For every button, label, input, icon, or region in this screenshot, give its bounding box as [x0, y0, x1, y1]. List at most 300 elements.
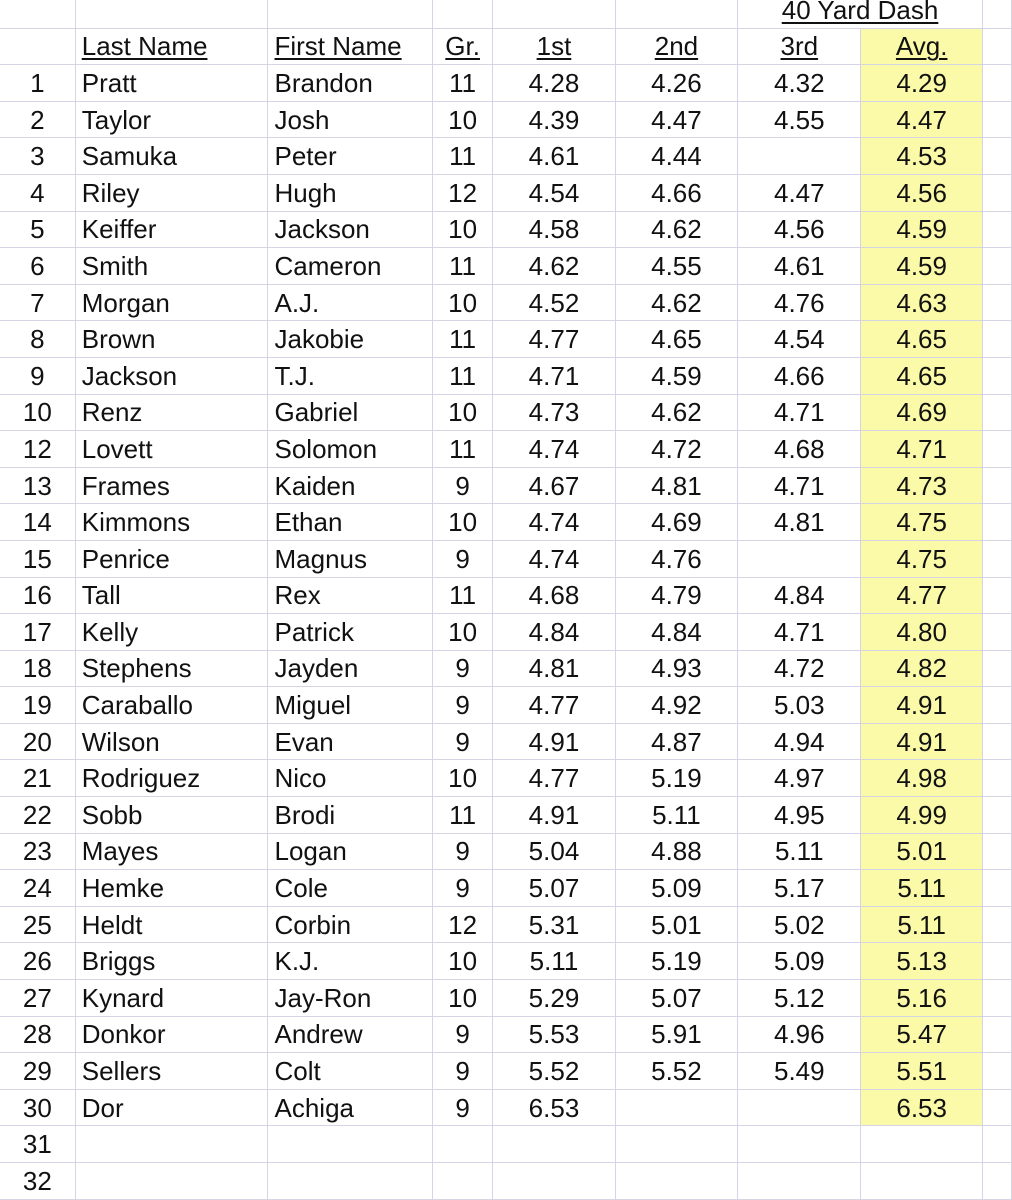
- cell[interactable]: [982, 101, 1011, 138]
- third-run-cell[interactable]: 4.71: [738, 467, 861, 504]
- cell[interactable]: [982, 467, 1011, 504]
- second-run-cell[interactable]: 5.07: [615, 980, 737, 1017]
- third-run-cell[interactable]: 4.95: [738, 797, 861, 834]
- first-name-cell[interactable]: T.J.: [268, 357, 433, 394]
- row-number[interactable]: 7: [0, 284, 75, 321]
- cell[interactable]: [982, 28, 1011, 65]
- last-name-cell[interactable]: Pratt: [75, 65, 268, 102]
- grade-cell[interactable]: 10: [433, 504, 493, 541]
- cell[interactable]: [982, 321, 1011, 358]
- average-cell[interactable]: 4.73: [861, 467, 982, 504]
- cell[interactable]: [0, 28, 75, 65]
- first-run-cell[interactable]: 4.74: [493, 504, 615, 541]
- first-name-cell[interactable]: Gabriel: [268, 394, 433, 431]
- cell[interactable]: [982, 174, 1011, 211]
- average-cell[interactable]: 4.75: [861, 540, 982, 577]
- last-name-cell[interactable]: Dor: [75, 1089, 268, 1126]
- average-cell[interactable]: 4.59: [861, 248, 982, 285]
- average-cell[interactable]: 5.51: [861, 1053, 982, 1090]
- table-row: [0, 431, 1012, 468]
- first-name-cell[interactable]: Magnus: [268, 540, 433, 577]
- second-run-cell[interactable]: 5.91: [615, 1016, 737, 1053]
- grade-cell[interactable]: 11: [433, 797, 493, 834]
- row-number[interactable]: 27: [0, 980, 75, 1017]
- second-run-cell[interactable]: 4.87: [615, 723, 737, 760]
- first-run-cell[interactable]: 4.74: [493, 431, 615, 468]
- second-run-cell[interactable]: 4.66: [615, 174, 737, 211]
- grade-cell[interactable]: 10: [433, 101, 493, 138]
- grade-cell[interactable]: 11: [433, 138, 493, 175]
- third-run-cell[interactable]: 4.47: [738, 174, 861, 211]
- third-run-cell[interactable]: [738, 1089, 861, 1126]
- first-run-cell[interactable]: 4.54: [493, 174, 615, 211]
- row-number[interactable]: 16: [0, 577, 75, 614]
- grade-cell[interactable]: 9: [433, 1089, 493, 1126]
- average-cell[interactable]: 4.56: [861, 174, 982, 211]
- last-name-cell[interactable]: Wilson: [75, 723, 268, 760]
- average-cell[interactable]: 4.75: [861, 504, 982, 541]
- last-name-cell[interactable]: Jackson: [75, 357, 268, 394]
- row-number[interactable]: 23: [0, 833, 75, 870]
- first-name-cell[interactable]: Nico: [268, 760, 433, 797]
- cell[interactable]: [982, 0, 1011, 28]
- cell[interactable]: [982, 614, 1011, 651]
- average-cell[interactable]: 4.47: [861, 101, 982, 138]
- cell[interactable]: [615, 1163, 737, 1200]
- second-run-cell[interactable]: 4.92: [615, 687, 737, 724]
- last-name-cell[interactable]: Penrice: [75, 540, 268, 577]
- first-run-cell[interactable]: 5.53: [493, 1016, 615, 1053]
- third-run-cell[interactable]: 4.68: [738, 431, 861, 468]
- second-run-cell[interactable]: [615, 1089, 737, 1126]
- cell[interactable]: [982, 833, 1011, 870]
- cell[interactable]: [982, 394, 1011, 431]
- first-run-cell[interactable]: 5.07: [493, 870, 615, 907]
- average-cell[interactable]: 4.71: [861, 431, 982, 468]
- cell[interactable]: [982, 1016, 1011, 1053]
- header-grade[interactable]: Gr.: [433, 28, 493, 65]
- cell[interactable]: [861, 1126, 982, 1163]
- average-cell[interactable]: 4.82: [861, 650, 982, 687]
- grade-cell[interactable]: 10: [433, 394, 493, 431]
- third-run-cell[interactable]: 4.72: [738, 650, 861, 687]
- grade-cell[interactable]: 10: [433, 980, 493, 1017]
- third-run-cell[interactable]: 5.12: [738, 980, 861, 1017]
- third-run-cell[interactable]: 4.71: [738, 394, 861, 431]
- grade-cell[interactable]: 10: [433, 943, 493, 980]
- second-run-cell[interactable]: 4.79: [615, 577, 737, 614]
- cell[interactable]: [268, 0, 433, 28]
- last-name-cell[interactable]: Kynard: [75, 980, 268, 1017]
- cell[interactable]: [982, 650, 1011, 687]
- first-name-cell[interactable]: Jayden: [268, 650, 433, 687]
- average-cell[interactable]: 4.91: [861, 687, 982, 724]
- last-name-cell[interactable]: Caraballo: [75, 687, 268, 724]
- row-number[interactable]: 21: [0, 760, 75, 797]
- header-first-run[interactable]: 1st: [493, 28, 615, 65]
- second-run-cell[interactable]: 4.62: [615, 284, 737, 321]
- second-run-cell[interactable]: 4.72: [615, 431, 737, 468]
- last-name-cell[interactable]: Renz: [75, 394, 268, 431]
- last-name-cell[interactable]: Mayes: [75, 833, 268, 870]
- first-name-cell[interactable]: Jackson: [268, 211, 433, 248]
- average-cell[interactable]: 5.01: [861, 833, 982, 870]
- row-number[interactable]: 15: [0, 540, 75, 577]
- second-run-cell[interactable]: 5.52: [615, 1053, 737, 1090]
- third-run-cell[interactable]: 5.49: [738, 1053, 861, 1090]
- cell[interactable]: [738, 1126, 861, 1163]
- row-number[interactable]: 19: [0, 687, 75, 724]
- cell[interactable]: [75, 1126, 268, 1163]
- row-number[interactable]: 2: [0, 101, 75, 138]
- row-number[interactable]: 29: [0, 1053, 75, 1090]
- average-cell[interactable]: 4.69: [861, 394, 982, 431]
- average-cell[interactable]: 4.59: [861, 211, 982, 248]
- first-name-cell[interactable]: Kaiden: [268, 467, 433, 504]
- grade-cell[interactable]: 10: [433, 211, 493, 248]
- last-name-cell[interactable]: Hemke: [75, 870, 268, 907]
- table-row: [0, 797, 1012, 834]
- first-run-cell[interactable]: 4.71: [493, 357, 615, 394]
- average-cell[interactable]: 4.65: [861, 357, 982, 394]
- second-run-cell[interactable]: 4.76: [615, 540, 737, 577]
- second-run-cell[interactable]: 4.81: [615, 467, 737, 504]
- last-name-cell[interactable]: Lovett: [75, 431, 268, 468]
- third-run-cell[interactable]: 4.55: [738, 101, 861, 138]
- cell[interactable]: [268, 1163, 433, 1200]
- cell[interactable]: [982, 431, 1011, 468]
- first-name-cell[interactable]: Evan: [268, 723, 433, 760]
- grade-cell[interactable]: 9: [433, 467, 493, 504]
- cell[interactable]: [982, 723, 1011, 760]
- first-run-cell[interactable]: 5.52: [493, 1053, 615, 1090]
- grade-cell[interactable]: 11: [433, 357, 493, 394]
- first-run-cell[interactable]: 5.29: [493, 980, 615, 1017]
- grade-cell[interactable]: 9: [433, 833, 493, 870]
- first-name-cell[interactable]: Jakobie: [268, 321, 433, 358]
- last-name-cell[interactable]: Smith: [75, 248, 268, 285]
- cell[interactable]: [982, 138, 1011, 175]
- first-name-cell[interactable]: Jay-Ron: [268, 980, 433, 1017]
- cell[interactable]: [982, 1089, 1011, 1126]
- third-run-cell[interactable]: 4.32: [738, 65, 861, 102]
- second-run-cell[interactable]: 4.84: [615, 614, 737, 651]
- first-run-cell[interactable]: 4.67: [493, 467, 615, 504]
- row-number[interactable]: 26: [0, 943, 75, 980]
- header-last-name[interactable]: Last Name: [75, 28, 268, 65]
- row-number[interactable]: 8: [0, 321, 75, 358]
- first-name-cell[interactable]: A.J.: [268, 284, 433, 321]
- cell[interactable]: [615, 1126, 737, 1163]
- row-number[interactable]: 13: [0, 467, 75, 504]
- second-run-cell[interactable]: 5.11: [615, 797, 737, 834]
- first-name-cell[interactable]: Patrick: [268, 614, 433, 651]
- first-name-cell[interactable]: Peter: [268, 138, 433, 175]
- first-name-cell[interactable]: Logan: [268, 833, 433, 870]
- last-name-cell[interactable]: Brown: [75, 321, 268, 358]
- third-run-cell[interactable]: 4.94: [738, 723, 861, 760]
- header-third-run[interactable]: 3rd: [738, 28, 861, 65]
- last-name-cell[interactable]: Taylor: [75, 101, 268, 138]
- third-run-cell[interactable]: 4.66: [738, 357, 861, 394]
- header-average[interactable]: Avg.: [861, 28, 982, 65]
- first-run-cell[interactable]: 4.77: [493, 321, 615, 358]
- sheet-title[interactable]: 40 Yard Dash: [738, 0, 983, 28]
- grade-cell[interactable]: 9: [433, 1053, 493, 1090]
- cell[interactable]: [982, 284, 1011, 321]
- row-number[interactable]: 3: [0, 138, 75, 175]
- last-name-cell[interactable]: Frames: [75, 467, 268, 504]
- header-first-name[interactable]: First Name: [268, 28, 433, 65]
- row-number[interactable]: 24: [0, 870, 75, 907]
- first-run-cell[interactable]: 4.91: [493, 797, 615, 834]
- cell[interactable]: [982, 504, 1011, 541]
- first-run-cell[interactable]: 4.77: [493, 687, 615, 724]
- second-run-cell[interactable]: 4.65: [615, 321, 737, 358]
- first-run-cell[interactable]: 4.28: [493, 65, 615, 102]
- table-row: [0, 357, 1012, 394]
- third-run-cell[interactable]: 4.76: [738, 284, 861, 321]
- third-run-cell[interactable]: 5.03: [738, 687, 861, 724]
- third-run-cell[interactable]: 4.61: [738, 248, 861, 285]
- row-number[interactable]: 32: [0, 1163, 75, 1200]
- second-run-cell[interactable]: 4.62: [615, 394, 737, 431]
- second-run-cell[interactable]: 4.44: [615, 138, 737, 175]
- first-name-cell[interactable]: Ethan: [268, 504, 433, 541]
- last-name-cell[interactable]: Briggs: [75, 943, 268, 980]
- average-cell[interactable]: 4.29: [861, 65, 982, 102]
- first-run-cell[interactable]: 4.58: [493, 211, 615, 248]
- second-run-cell[interactable]: 5.19: [615, 760, 737, 797]
- first-name-cell[interactable]: Colt: [268, 1053, 433, 1090]
- grade-cell[interactable]: 9: [433, 870, 493, 907]
- row-number[interactable]: 18: [0, 650, 75, 687]
- row-number[interactable]: 10: [0, 394, 75, 431]
- average-cell[interactable]: 4.99: [861, 797, 982, 834]
- cell[interactable]: [615, 0, 737, 28]
- grade-cell[interactable]: 12: [433, 906, 493, 943]
- grade-cell[interactable]: 11: [433, 248, 493, 285]
- cell[interactable]: [982, 1053, 1011, 1090]
- first-name-cell[interactable]: Miguel: [268, 687, 433, 724]
- cell[interactable]: [0, 0, 75, 28]
- average-cell[interactable]: 5.47: [861, 1016, 982, 1053]
- cell[interactable]: [982, 870, 1011, 907]
- grade-cell[interactable]: 12: [433, 174, 493, 211]
- last-name-cell[interactable]: Riley: [75, 174, 268, 211]
- cell[interactable]: [982, 943, 1011, 980]
- first-name-cell[interactable]: Corbin: [268, 906, 433, 943]
- second-run-cell[interactable]: 5.09: [615, 870, 737, 907]
- first-run-cell[interactable]: 4.91: [493, 723, 615, 760]
- grade-cell[interactable]: 11: [433, 431, 493, 468]
- third-run-cell[interactable]: 5.11: [738, 833, 861, 870]
- second-run-cell[interactable]: 4.59: [615, 357, 737, 394]
- second-run-cell[interactable]: 5.19: [615, 943, 737, 980]
- first-run-cell[interactable]: 6.53: [493, 1089, 615, 1126]
- first-run-cell[interactable]: 4.52: [493, 284, 615, 321]
- row-number[interactable]: 5: [0, 211, 75, 248]
- grade-cell[interactable]: 11: [433, 577, 493, 614]
- row-number[interactable]: 17: [0, 614, 75, 651]
- last-name-cell[interactable]: Morgan: [75, 284, 268, 321]
- cell[interactable]: [982, 65, 1011, 102]
- cell[interactable]: [982, 1126, 1011, 1163]
- third-run-cell[interactable]: [738, 138, 861, 175]
- third-run-cell[interactable]: 4.96: [738, 1016, 861, 1053]
- first-run-cell[interactable]: 4.81: [493, 650, 615, 687]
- first-run-cell[interactable]: 4.39: [493, 101, 615, 138]
- second-run-cell[interactable]: 5.01: [615, 906, 737, 943]
- cell[interactable]: [268, 1126, 433, 1163]
- cell[interactable]: [433, 1126, 493, 1163]
- row-number[interactable]: 22: [0, 797, 75, 834]
- third-run-cell[interactable]: 4.54: [738, 321, 861, 358]
- row-number[interactable]: 4: [0, 174, 75, 211]
- first-run-cell[interactable]: 5.11: [493, 943, 615, 980]
- second-run-cell[interactable]: 4.47: [615, 101, 737, 138]
- second-run-cell[interactable]: 4.62: [615, 211, 737, 248]
- last-name-cell[interactable]: Sobb: [75, 797, 268, 834]
- cell[interactable]: [738, 1163, 861, 1200]
- first-name-cell[interactable]: Brodi: [268, 797, 433, 834]
- cell[interactable]: [982, 906, 1011, 943]
- average-cell[interactable]: 4.77: [861, 577, 982, 614]
- average-cell[interactable]: 4.80: [861, 614, 982, 651]
- second-run-cell[interactable]: 4.93: [615, 650, 737, 687]
- first-name-cell[interactable]: Josh: [268, 101, 433, 138]
- first-name-cell[interactable]: Cole: [268, 870, 433, 907]
- third-run-cell[interactable]: 4.71: [738, 614, 861, 651]
- grade-cell[interactable]: 9: [433, 540, 493, 577]
- average-cell[interactable]: 5.16: [861, 980, 982, 1017]
- cell[interactable]: [493, 1126, 615, 1163]
- third-run-cell[interactable]: 4.81: [738, 504, 861, 541]
- third-run-cell[interactable]: 4.84: [738, 577, 861, 614]
- cell[interactable]: [493, 0, 615, 28]
- row-number[interactable]: 12: [0, 431, 75, 468]
- first-name-cell[interactable]: Hugh: [268, 174, 433, 211]
- grade-cell[interactable]: 10: [433, 614, 493, 651]
- header-second-run[interactable]: 2nd: [615, 28, 737, 65]
- first-run-cell[interactable]: 4.68: [493, 577, 615, 614]
- cell[interactable]: [982, 687, 1011, 724]
- first-name-cell[interactable]: Rex: [268, 577, 433, 614]
- average-cell[interactable]: 6.53: [861, 1089, 982, 1126]
- cell[interactable]: [982, 797, 1011, 834]
- cell[interactable]: [982, 540, 1011, 577]
- last-name-cell[interactable]: Kelly: [75, 614, 268, 651]
- row-number[interactable]: 28: [0, 1016, 75, 1053]
- first-name-cell[interactable]: Achiga: [268, 1089, 433, 1126]
- grade-cell[interactable]: 9: [433, 650, 493, 687]
- last-name-cell[interactable]: Tall: [75, 577, 268, 614]
- first-run-cell[interactable]: 4.61: [493, 138, 615, 175]
- row-number[interactable]: 6: [0, 248, 75, 285]
- row-number[interactable]: 25: [0, 906, 75, 943]
- average-cell[interactable]: 5.13: [861, 943, 982, 980]
- average-cell[interactable]: 4.91: [861, 723, 982, 760]
- last-name-cell[interactable]: Samuka: [75, 138, 268, 175]
- average-cell[interactable]: 4.98: [861, 760, 982, 797]
- average-cell[interactable]: 5.11: [861, 906, 982, 943]
- grade-cell[interactable]: 11: [433, 321, 493, 358]
- average-cell[interactable]: 4.63: [861, 284, 982, 321]
- third-run-cell[interactable]: 5.17: [738, 870, 861, 907]
- cell[interactable]: [982, 980, 1011, 1017]
- cell[interactable]: [75, 1163, 268, 1200]
- row-number[interactable]: 14: [0, 504, 75, 541]
- second-run-cell[interactable]: 4.26: [615, 65, 737, 102]
- average-cell[interactable]: 4.53: [861, 138, 982, 175]
- third-run-cell[interactable]: 5.09: [738, 943, 861, 980]
- first-run-cell[interactable]: 4.77: [493, 760, 615, 797]
- last-name-cell[interactable]: Rodriguez: [75, 760, 268, 797]
- cell[interactable]: [493, 1163, 615, 1200]
- last-name-cell[interactable]: Keiffer: [75, 211, 268, 248]
- first-run-cell[interactable]: 5.31: [493, 906, 615, 943]
- second-run-cell[interactable]: 4.88: [615, 833, 737, 870]
- second-run-cell[interactable]: 4.55: [615, 248, 737, 285]
- cell[interactable]: [982, 577, 1011, 614]
- cell[interactable]: [982, 1163, 1011, 1200]
- first-run-cell[interactable]: 4.73: [493, 394, 615, 431]
- first-name-cell[interactable]: Solomon: [268, 431, 433, 468]
- first-name-cell[interactable]: Brandon: [268, 65, 433, 102]
- row-number[interactable]: 30: [0, 1089, 75, 1126]
- third-run-cell[interactable]: 5.02: [738, 906, 861, 943]
- cell[interactable]: [75, 0, 268, 28]
- last-name-cell[interactable]: Donkor: [75, 1016, 268, 1053]
- cell[interactable]: [982, 211, 1011, 248]
- cell[interactable]: [982, 357, 1011, 394]
- row-number[interactable]: 1: [0, 65, 75, 102]
- average-cell[interactable]: 5.11: [861, 870, 982, 907]
- row-number[interactable]: 31: [0, 1126, 75, 1163]
- first-name-cell[interactable]: Andrew: [268, 1016, 433, 1053]
- cell[interactable]: [982, 760, 1011, 797]
- row-number[interactable]: 20: [0, 723, 75, 760]
- third-run-cell[interactable]: 4.97: [738, 760, 861, 797]
- cell[interactable]: [861, 1163, 982, 1200]
- third-run-cell[interactable]: [738, 540, 861, 577]
- table-row: [0, 174, 1012, 211]
- cell[interactable]: [433, 1163, 493, 1200]
- first-run-cell[interactable]: 4.62: [493, 248, 615, 285]
- grade-cell[interactable]: 11: [433, 65, 493, 102]
- last-name-cell[interactable]: Sellers: [75, 1053, 268, 1090]
- grade-cell[interactable]: 10: [433, 760, 493, 797]
- second-run-cell[interactable]: 4.69: [615, 504, 737, 541]
- third-run-cell[interactable]: 4.56: [738, 211, 861, 248]
- last-name-cell[interactable]: Kimmons: [75, 504, 268, 541]
- first-run-cell[interactable]: 4.84: [493, 614, 615, 651]
- cell[interactable]: [982, 248, 1011, 285]
- grade-cell[interactable]: 10: [433, 284, 493, 321]
- first-name-cell[interactable]: K.J.: [268, 943, 433, 980]
- row-number[interactable]: 9: [0, 357, 75, 394]
- last-name-cell[interactable]: Heldt: [75, 906, 268, 943]
- grade-cell[interactable]: 9: [433, 1016, 493, 1053]
- first-name-cell[interactable]: Cameron: [268, 248, 433, 285]
- grade-cell[interactable]: 9: [433, 723, 493, 760]
- grade-cell[interactable]: 9: [433, 687, 493, 724]
- cell[interactable]: [433, 0, 493, 28]
- last-name-cell[interactable]: Stephens: [75, 650, 268, 687]
- average-cell[interactable]: 4.65: [861, 321, 982, 358]
- first-run-cell[interactable]: 5.04: [493, 833, 615, 870]
- first-run-cell[interactable]: 4.74: [493, 540, 615, 577]
